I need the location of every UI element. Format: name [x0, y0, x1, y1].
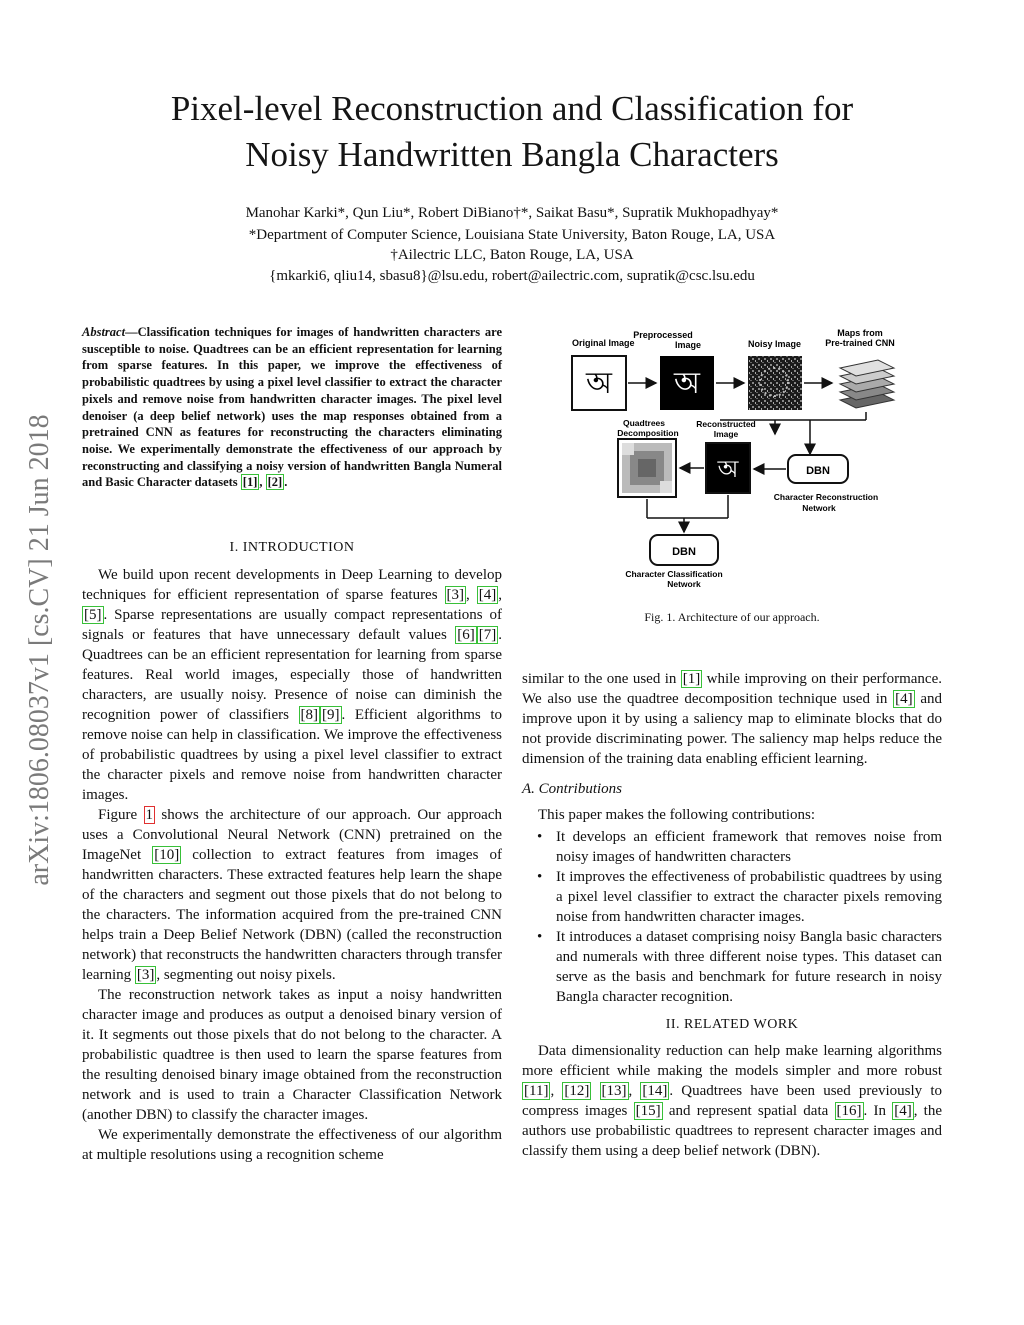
citation-link[interactable]: [1]: [682, 671, 701, 687]
list-item: • It develops an efficient framework that removes noise from noisy images of handwritten characters: [537, 829, 942, 865]
label-char-reconstruction-2: Network: [802, 503, 836, 513]
figure-caption: Fig. 1. Architecture of our approach.: [644, 610, 820, 624]
citation-link[interactable]: [4]: [895, 691, 913, 707]
paper-title-line2: Noisy Handwritten Bangla Characters: [245, 135, 779, 174]
citation-link[interactable]: [12]: [564, 1083, 590, 1099]
citation-link[interactable]: [7]: [478, 627, 497, 643]
related-work-paragraph: Data dimensionality reduction can help make learning algorithms more efficient while making the models simpler and more robust [11] , [12] [13] , [14] . Quadtrees have been used previously to compress images [15] and represent spatial data [16] . In [4] , the authors use probabilistic quadtrees to represent character images and classify them using a deep belief network (DBN).: [522, 1043, 943, 1159]
label-preprocessed-2: Image: [674, 340, 702, 350]
intro-paragraph-4: We experimentally demonstrate the effectiveness of our algorithm at multiple resolutions using a recognition scheme: [82, 1127, 502, 1163]
label-char-reconstruction: Character Reconstruction: [773, 492, 879, 502]
citation-link[interactable]: [4]: [894, 1103, 912, 1119]
label-maps-2: Pre-trained CNN: [825, 338, 895, 348]
paper-title-line1: Pixel-level Reconstruction and Classification for: [170, 89, 854, 128]
dbn-classification-label: DBN: [672, 546, 696, 558]
citation-link[interactable]: [4]: [478, 587, 497, 603]
intro-paragraph-3: The reconstruction network takes as input a noisy handwritten character image and produces as output a denoised binary version of it. It segments out those pixels that do not belong to the character. A probabilistic quadtree is then used to learn the sparse features from the resulting denoised binary image obtained from the reconstruction network and is used to train a Character Classification Network (another DBN) to classify the character images.: [82, 987, 502, 1123]
label-noisy-image: Noisy Image: [748, 339, 802, 349]
noisy-image-thumb: [748, 356, 802, 410]
citation-link[interactable]: [8]: [300, 707, 319, 723]
citation-link[interactable]: [3]: [136, 967, 155, 983]
label-original-image: Original Image: [572, 338, 635, 348]
preprocessed-character-glyph: অ: [674, 367, 700, 400]
cnn-feature-maps-stack: [840, 360, 894, 408]
label-reconstructed-2: Image: [713, 429, 739, 439]
label-preprocessed: Preprocessed: [633, 330, 693, 340]
affiliation-lsu: *Department of Computer Science, Louisiana State University, Baton Rouge, LA, USA: [248, 227, 776, 243]
list-item: • It improves the effectiveness of probabilistic quadtrees by using a pixel level classifier to extract the character pixels removing noise from handwritten character images.: [537, 869, 942, 925]
citation-link[interactable]: [3]: [446, 587, 465, 603]
intro-paragraph-1: We build upon recent developments in Deep Learning to develop techniques for efficient representation of sparse features [3] , [4] , [5] . Sparse representations are usually compact representations of signals or features that have unnecessary default values [6] [7] . Quadtrees can be an efficient representation for learning from sparse features. Real world images, especially those of handwritten characters, are usually noisy. Presence of noise can diminish the recognition power of classifiers [8] [9] . Efficient algorithms to remove noise can help in classification. We improve the effectiveness of probabilistic quadtrees by using a pixel level classifier to extract the character pixels and remove noise from handwritten character images.: [82, 567, 502, 803]
label-char-classification-2: Network: [667, 579, 701, 589]
label-quadtrees-2: Decomposition: [617, 428, 679, 438]
section-heading-introduction: I. INTRODUCTION: [229, 540, 355, 555]
quadtree-grid: [622, 443, 672, 493]
abstract: Abstract—Classification techniques for images of handwritten characters are susceptible to noise. Quadtrees can be an efficient representation for learning from sparse features. In this paper, we improve the effectiveness of probabilistic quadtrees by using a pixel level classifier to extract the character pixels and remove noise from handwritten character images. The pixel level denoiser (a deep belief network) uses the map responses obtained from a pretrained CNN as features for reconstructing the characters eliminating noise. We experimentally demonstrate the effectiveness of our approach by reconstructing and classifying a noisy version of handwritten Bangla Numeral and Basic Character datasets [1] , [2] .: [82, 325, 502, 490]
citation-link[interactable]: [16]: [836, 1103, 862, 1119]
contributions-intro: This paper makes the following contributions:: [538, 807, 816, 823]
citation-link[interactable]: [1]: [242, 475, 258, 490]
citation-link[interactable]: [11]: [524, 1083, 549, 1099]
author-emails: {mkarki6, qliu14, sbasu8}@lsu.edu, robert@ailectric.com, supratik@csc.lsu.edu: [269, 268, 755, 284]
affiliation-ailectric: †Ailectric LLC, Baton Rouge, LA, USA: [390, 247, 634, 263]
figure-link[interactable]: 1: [145, 807, 154, 823]
section-heading-related-work: II. RELATED WORK: [665, 1017, 799, 1032]
figure-architecture: [560, 322, 910, 592]
contributions-list: [522, 827, 942, 1007]
label-reconstructed: Reconstructed: [696, 419, 756, 429]
approach-continuation: similar to the one used in [1] while improving on their performance. We also use the quadtree decomposition technique used in [4] and improve upon it by using a saliency map to eliminate blocks that do not provide discriminating power. The saliency map helps reduce the dimension of the training data enabling efficient learning.: [522, 671, 942, 767]
dbn-reconstruction-label: DBN: [806, 465, 830, 477]
right-column-body: [522, 669, 942, 1161]
original-character-glyph: অ: [586, 367, 612, 400]
reconstructed-character-glyph: অ: [717, 456, 739, 483]
abstract-text: —Classification techniques for images of handwritten characters are susceptible to noise. Quadtrees can be an efficient representation for learning from sparse features. In this paper, we improve the effectiveness of probabilistic quadtrees by using a pixel level classifier to extract the character pixels and remove noise from handwritten character images. The pixel level denoiser (a deep belief network) uses the map responses obtained from a pretrained CNN as features for reconstructing the characters eliminating noise. We experimentally demonstrate the effectiveness of our approach by reconstructing and classifying a noisy version of handwritten Bangla Numeral and Basic Character datasets: [82, 325, 502, 490]
author-list: Manohar Karki*, Qun Liu*, Robert DiBiano†*, Saikat Basu*, Supratik Mukhopadhyay*: [245, 205, 779, 221]
arxiv-stamp-text: arXiv:1806.08037v1 [cs.CV] 21 Jun 2018: [24, 414, 55, 886]
paper-title: [0, 86, 1024, 178]
abstract-label: Abstract: [82, 325, 126, 339]
citation-link[interactable]: [6]: [457, 627, 475, 643]
label-maps: Maps from: [837, 328, 883, 338]
arxiv-stamp: [12, 355, 68, 945]
citation-link[interactable]: [15]: [635, 1103, 661, 1119]
citation-link[interactable]: [2]: [267, 475, 283, 490]
citation-link[interactable]: [10]: [154, 847, 180, 863]
list-item: • It introduces a dataset comprising noisy Bangla basic characters and numerals with three different noise types. This dataset can serve as the basis and benchmark for future research in noisy Bangla character recognition.: [537, 929, 942, 1005]
citation-link[interactable]: [5]: [84, 607, 102, 623]
citation-link[interactable]: [9]: [322, 707, 340, 723]
label-char-classification: Character Classification: [625, 569, 723, 579]
label-quadtrees: Quadtrees: [622, 418, 666, 428]
citation-link[interactable]: [14]: [642, 1083, 668, 1099]
intro-paragraph-2: Figure 1 shows the architecture of our approach. Our approach uses a Convolutional Neural Network (CNN) pretrained on the ImageNet [10] collection to extract features from images of handwritten characters. These extracted features help learn the shape of the characters and segment out those pixels that do not belong to the characters. The information acquired from the pre-trained CNN helps train a Deep Belief Network (DBN) (called the reconstruction network) that reconstructs the handwritten characters through transfer learning [3] , segmenting out noisy pixels.: [82, 807, 502, 983]
subsection-heading-contributions: A. Contributions: [522, 781, 623, 797]
architecture-diagram: [560, 322, 910, 592]
citation-link[interactable]: [13]: [601, 1083, 627, 1099]
introduction-body: [82, 565, 502, 1165]
